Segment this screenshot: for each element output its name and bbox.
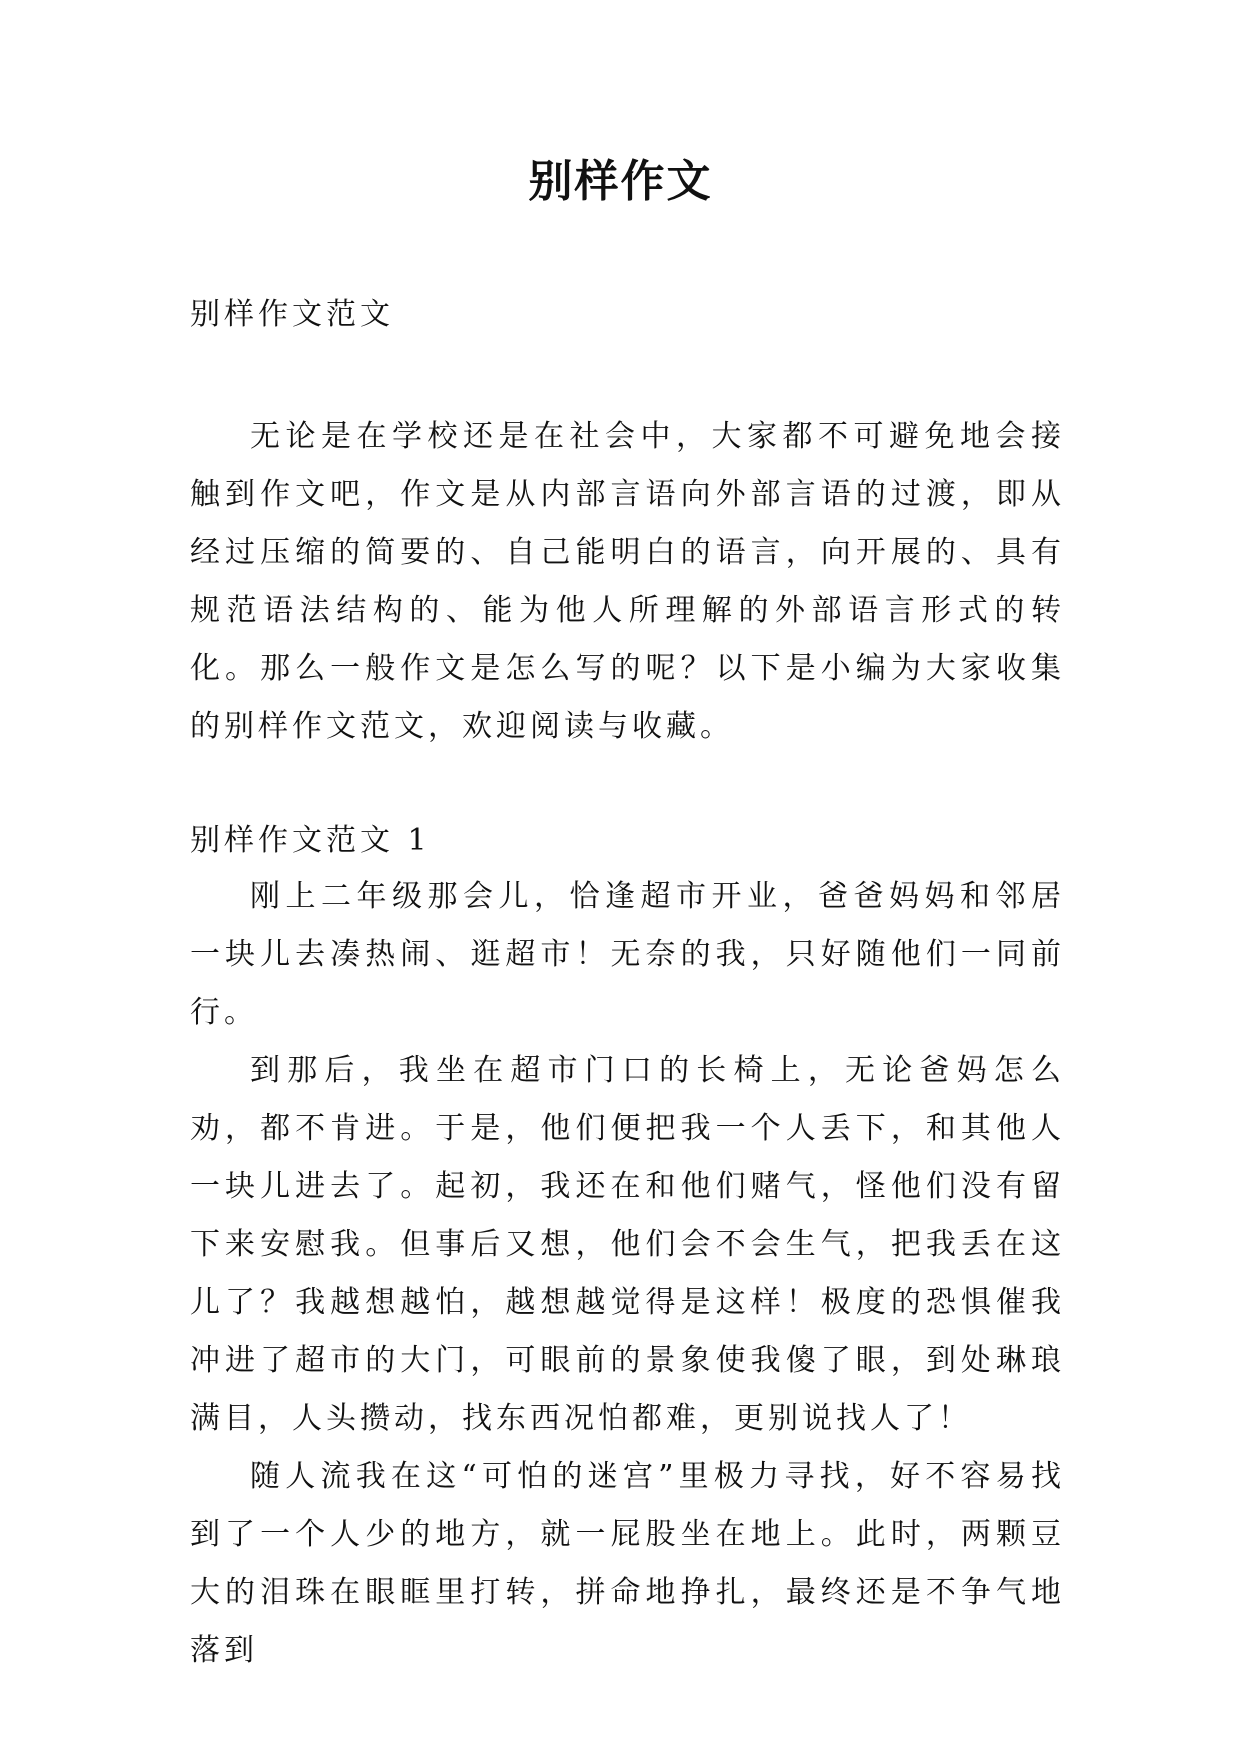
document-subtitle: 别样作文范文: [190, 297, 394, 332]
essay-paragraph-3: 随人流我在这“可怕的迷宫”里极力寻找，好不容易找到了一个人少的地方，就一屁股坐在地上。此时，两颗豆大的泪珠在眼眶里打转，拼命地挣扎，最终还是不争气地落到: [190, 1459, 1065, 1668]
document-title: 别样作文: [528, 156, 713, 207]
intro-paragraph: 无论是在学校还是在社会中，大家都不可避免地会接触到作文吧，作文是从内部言语向外部言语的过渡，即从经过压缩的简要的、自己能明白的语言，向开展的、具有规范语法结构的、能为他人所理解的外部语言形式的转化。那么一般作文是怎么写的呢？以下是小编为大家收集的别样作文范文，欢迎阅读与收藏。: [190, 419, 1065, 744]
essay-body: [190, 868, 1065, 1680]
section-heading: 别样作文范文 1: [190, 823, 431, 858]
essay-paragraph-2: 到那后，我坐在超市门口的长椅上，无论爸妈怎么劝，都不肯进。于是，他们便把我一个人丢下，和其他人一块儿进去了。起初，我还在和他们赌气，怪他们没有留下来安慰我。但事后又想，他们会不会生气，把我丢在这儿了？我越想越怕，越想越觉得是这样！极度的恐惧催我冲进了超市的大门，可眼前的景象使我傻了眼，到处琳琅满目，人头攒动，找东西况怕都难，更别说找人了！: [190, 1053, 1065, 1436]
intro-block: [190, 408, 1065, 756]
essay-paragraph-1: 刚上二年级那会儿，恰逢超市开业，爸爸妈妈和邻居一块儿去凑热闹、逛超市！无奈的我，只好随他们一同前行。: [190, 879, 1065, 1030]
